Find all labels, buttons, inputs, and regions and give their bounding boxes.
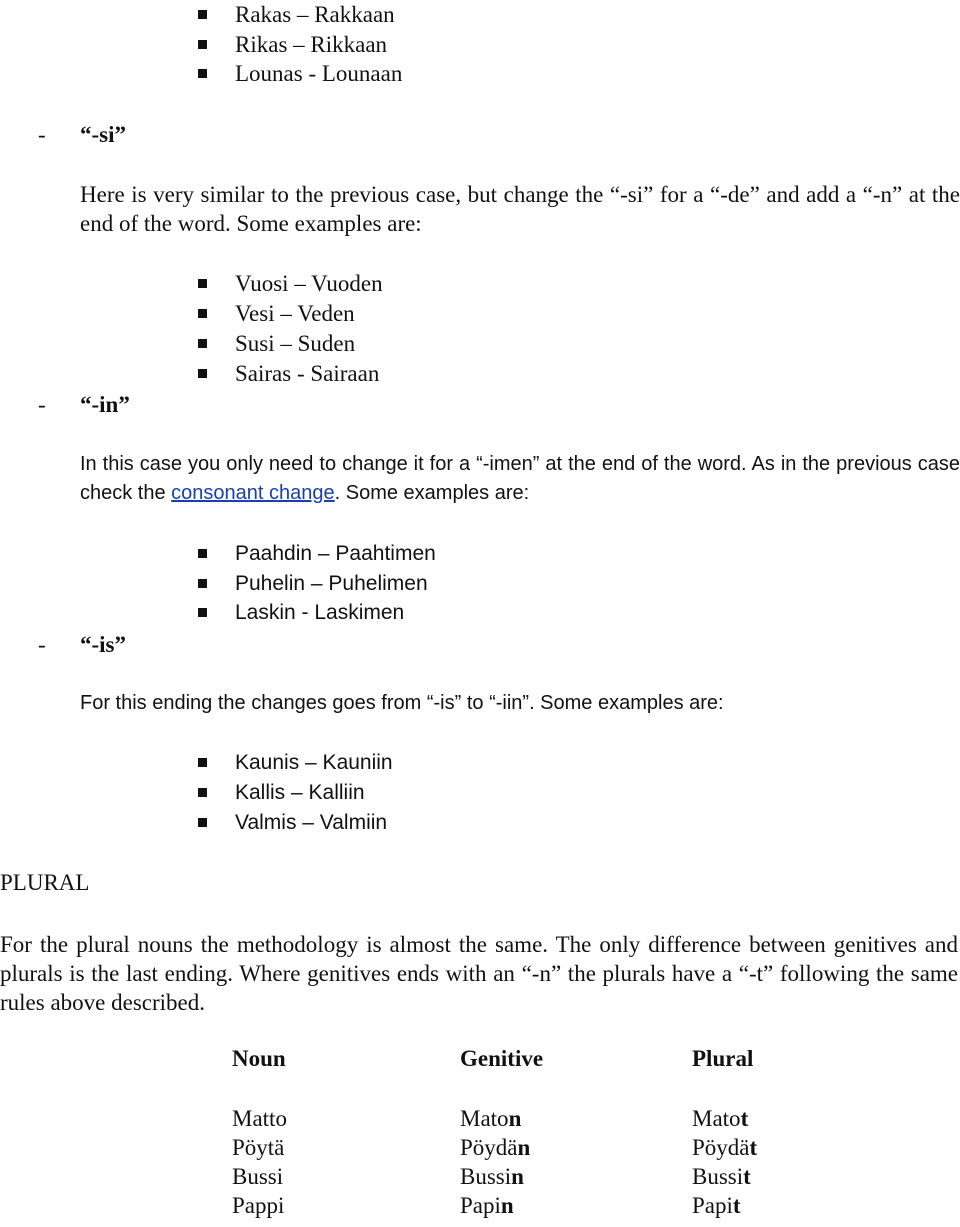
table-row bbox=[232, 1164, 892, 1193]
table-row bbox=[232, 1106, 892, 1135]
square-bullet-icon bbox=[198, 40, 207, 49]
header-genitive: Genitive bbox=[460, 1046, 544, 1071]
stem: Mato bbox=[692, 1106, 741, 1131]
square-bullet-icon bbox=[198, 339, 207, 348]
square-bullet-icon bbox=[198, 608, 207, 617]
section-dash: - bbox=[38, 392, 46, 417]
plural-cell bbox=[692, 1135, 892, 1164]
table-row bbox=[232, 1135, 892, 1164]
section-dash: - bbox=[38, 632, 46, 657]
list-item: Kaunis – Kauniin bbox=[235, 751, 393, 774]
square-bullet-icon bbox=[198, 788, 207, 797]
square-bullet-icon bbox=[198, 369, 207, 378]
genitive-cell bbox=[460, 1106, 692, 1135]
list-item: Rikas – Rikkaan bbox=[235, 32, 388, 57]
stem: Bussi bbox=[460, 1164, 512, 1189]
ending: n bbox=[517, 1135, 531, 1160]
list-item: Puhelin – Puhelimen bbox=[235, 572, 428, 595]
genitive-cell bbox=[460, 1135, 692, 1164]
header-noun: Noun bbox=[232, 1046, 286, 1071]
section-heading: “-si” bbox=[80, 122, 126, 147]
noun-cell: Pöytä bbox=[232, 1135, 285, 1160]
square-bullet-icon bbox=[198, 309, 207, 318]
list-item: Paahdin – Paahtimen bbox=[235, 542, 436, 565]
ending: n bbox=[511, 1164, 524, 1189]
ending: t bbox=[749, 1135, 758, 1160]
table-row bbox=[232, 1193, 892, 1222]
square-bullet-icon bbox=[198, 758, 207, 767]
list-item: Vesi – Veden bbox=[235, 301, 355, 326]
paragraph-text: In this case you only need to change it for a “-imen” at the end of the word. As in the previous case check the bbox=[80, 453, 960, 504]
plural-cell bbox=[692, 1106, 892, 1135]
square-bullet-icon bbox=[198, 549, 207, 558]
section-heading: “-in” bbox=[80, 392, 130, 417]
section-paragraph: Here is very similar to the previous case, but change the “-si” for a “-de” and add a “-n” at the end of the word. Some examples are: bbox=[80, 182, 960, 236]
square-bullet-icon bbox=[198, 10, 207, 19]
stem: Pöydä bbox=[692, 1135, 750, 1160]
section-paragraph bbox=[80, 450, 960, 508]
plural-cell bbox=[692, 1193, 892, 1222]
genitive-cell bbox=[460, 1193, 692, 1222]
square-bullet-icon bbox=[198, 579, 207, 588]
list-item: Valmis – Valmiin bbox=[235, 811, 388, 834]
section-paragraph: For this ending the changes goes from “-is” to “-iin”. Some examples are: bbox=[80, 692, 724, 714]
ending: t bbox=[743, 1164, 751, 1189]
list-item: Susi – Suden bbox=[235, 331, 356, 356]
section-dash: - bbox=[38, 122, 46, 147]
consonant-change-link[interactable]: consonant change bbox=[171, 482, 335, 504]
header-plural: Plural bbox=[692, 1046, 754, 1071]
square-bullet-icon bbox=[198, 279, 207, 288]
plural-paragraph: For the plural nouns the methodology is almost the same. The only difference between genitives and plurals is the last ending. Where genitives ends with an “-n” the plurals have a “-t” following the same rules above described. bbox=[0, 932, 958, 1015]
stem: Mato bbox=[460, 1106, 509, 1131]
list-item: Rakas – Rakkaan bbox=[235, 2, 395, 27]
plural-cell bbox=[692, 1164, 892, 1193]
declension-table bbox=[232, 1046, 892, 1222]
list-item: Laskin - Laskimen bbox=[235, 601, 405, 624]
stem: Pöydä bbox=[460, 1135, 518, 1160]
list-item: Vuosi – Vuoden bbox=[235, 271, 383, 296]
noun-cell: Pappi bbox=[232, 1193, 285, 1218]
ending: t bbox=[740, 1106, 749, 1131]
list-item: Kallis – Kalliin bbox=[235, 781, 365, 804]
ending: n bbox=[500, 1193, 514, 1218]
list-item: Lounas - Lounaan bbox=[235, 61, 403, 86]
section-heading: “-is” bbox=[80, 632, 126, 657]
genitive-cell bbox=[460, 1164, 692, 1193]
stem: Papi bbox=[692, 1193, 733, 1218]
square-bullet-icon bbox=[198, 818, 207, 827]
ending: t bbox=[732, 1193, 741, 1218]
stem: Bussi bbox=[692, 1164, 744, 1189]
paragraph-text: . Some examples are: bbox=[334, 482, 530, 504]
stem: Papi bbox=[460, 1193, 501, 1218]
noun-cell: Bussi bbox=[232, 1164, 284, 1189]
table-header-row bbox=[232, 1046, 892, 1106]
list-item: Sairas - Sairaan bbox=[235, 361, 380, 386]
square-bullet-icon bbox=[198, 69, 207, 78]
ending: n bbox=[508, 1106, 522, 1131]
plural-heading: PLURAL bbox=[0, 870, 90, 895]
noun-cell: Matto bbox=[232, 1106, 287, 1131]
